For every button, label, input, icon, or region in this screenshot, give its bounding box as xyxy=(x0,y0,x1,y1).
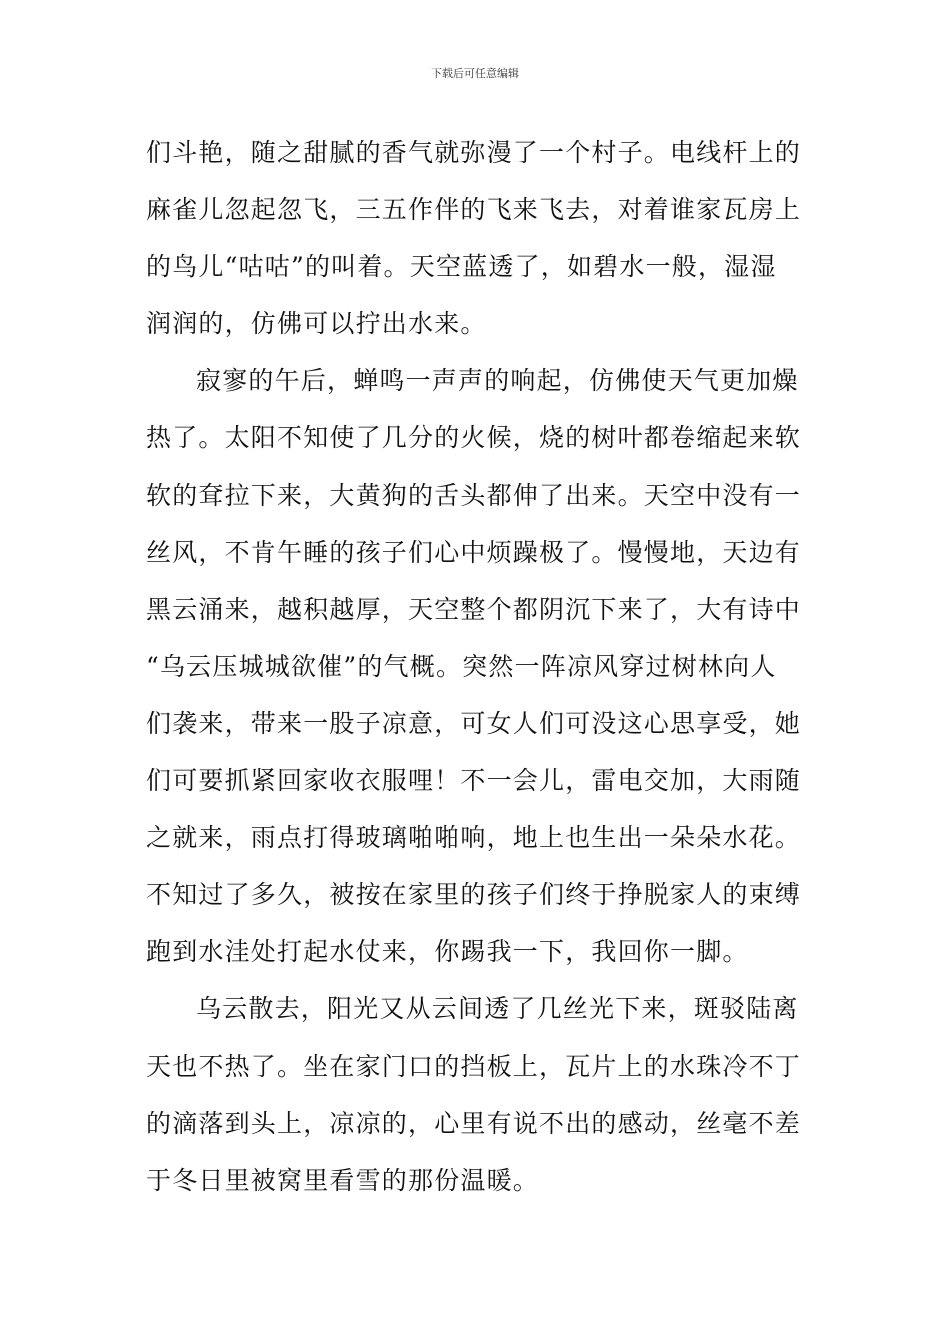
text-line: 不知过了多久，被按在家里的孩子们终于挣脱家人的束缚 xyxy=(146,880,802,910)
paragraph-1 xyxy=(146,124,810,352)
paragraph-2 xyxy=(146,352,810,980)
text-line: 于冬日里被窝里看雪的那份温暖。 xyxy=(146,1165,540,1195)
text-line: 们可要抓紧回家收衣服哩！不一会儿，雷电交加，大雨随 xyxy=(146,766,802,796)
text-line: 的滴落到头上，凉凉的，心里有说不出的感动，丝毫不差 xyxy=(146,1108,802,1138)
text-line: 乌云散去，阳光又从云间透了几丝光下来，斑驳陆离 xyxy=(196,994,799,1024)
text-line: “乌云压城城欲催”的气概。突然一阵凉风穿过树林向人 xyxy=(146,651,777,681)
page-header: 下载后可任意编辑 xyxy=(431,67,519,80)
text-line: 之就来，雨点打得玻璃啪啪响，地上也生出一朵朵水花。 xyxy=(146,823,802,853)
text-line: 们袭来，带来一股子凉意，可女人们可没这心思享受，她 xyxy=(146,708,802,738)
text-line: 跑到水洼处打起水仗来，你踢我一下，我回你一脚。 xyxy=(146,937,749,967)
text-line: 麻雀儿忽起忽飞，三五作伴的飞来飞去，对着谁家瓦房上 xyxy=(146,195,802,225)
text-line: 天也不热了。坐在家门口的挡板上，瓦片上的水珠冷不丁 xyxy=(146,1051,802,1081)
text-line: 润润的，仿佛可以拧出水来。 xyxy=(146,309,487,339)
document-body xyxy=(146,124,810,1209)
text-line: 的鸟儿“咕咕”的叫着。天空蓝透了，如碧水一般，湿湿 xyxy=(146,252,777,282)
text-line: 软的耷拉下来，大黄狗的舌头都伸了出来。天空中没有一 xyxy=(146,480,802,510)
text-line: 丝风，不肯午睡的孩子们心中烦躁极了。慢慢地，天边有 xyxy=(146,537,802,567)
text-line: 黑云涌来，越积越厚，天空整个都阴沉下来了，大有诗中 xyxy=(146,594,802,624)
text-line: 寂寥的午后，蝉鸣一声声的响起，仿佛使天气更加燥 xyxy=(196,366,799,396)
text-line: 们斗艳，随之甜腻的香气就弥漫了一个村子。电线杆上的 xyxy=(146,138,802,167)
text-line: 热了。太阳不知使了几分的火候，烧的树叶都卷缩起来软 xyxy=(146,423,802,453)
paragraph-3 xyxy=(146,980,810,1208)
